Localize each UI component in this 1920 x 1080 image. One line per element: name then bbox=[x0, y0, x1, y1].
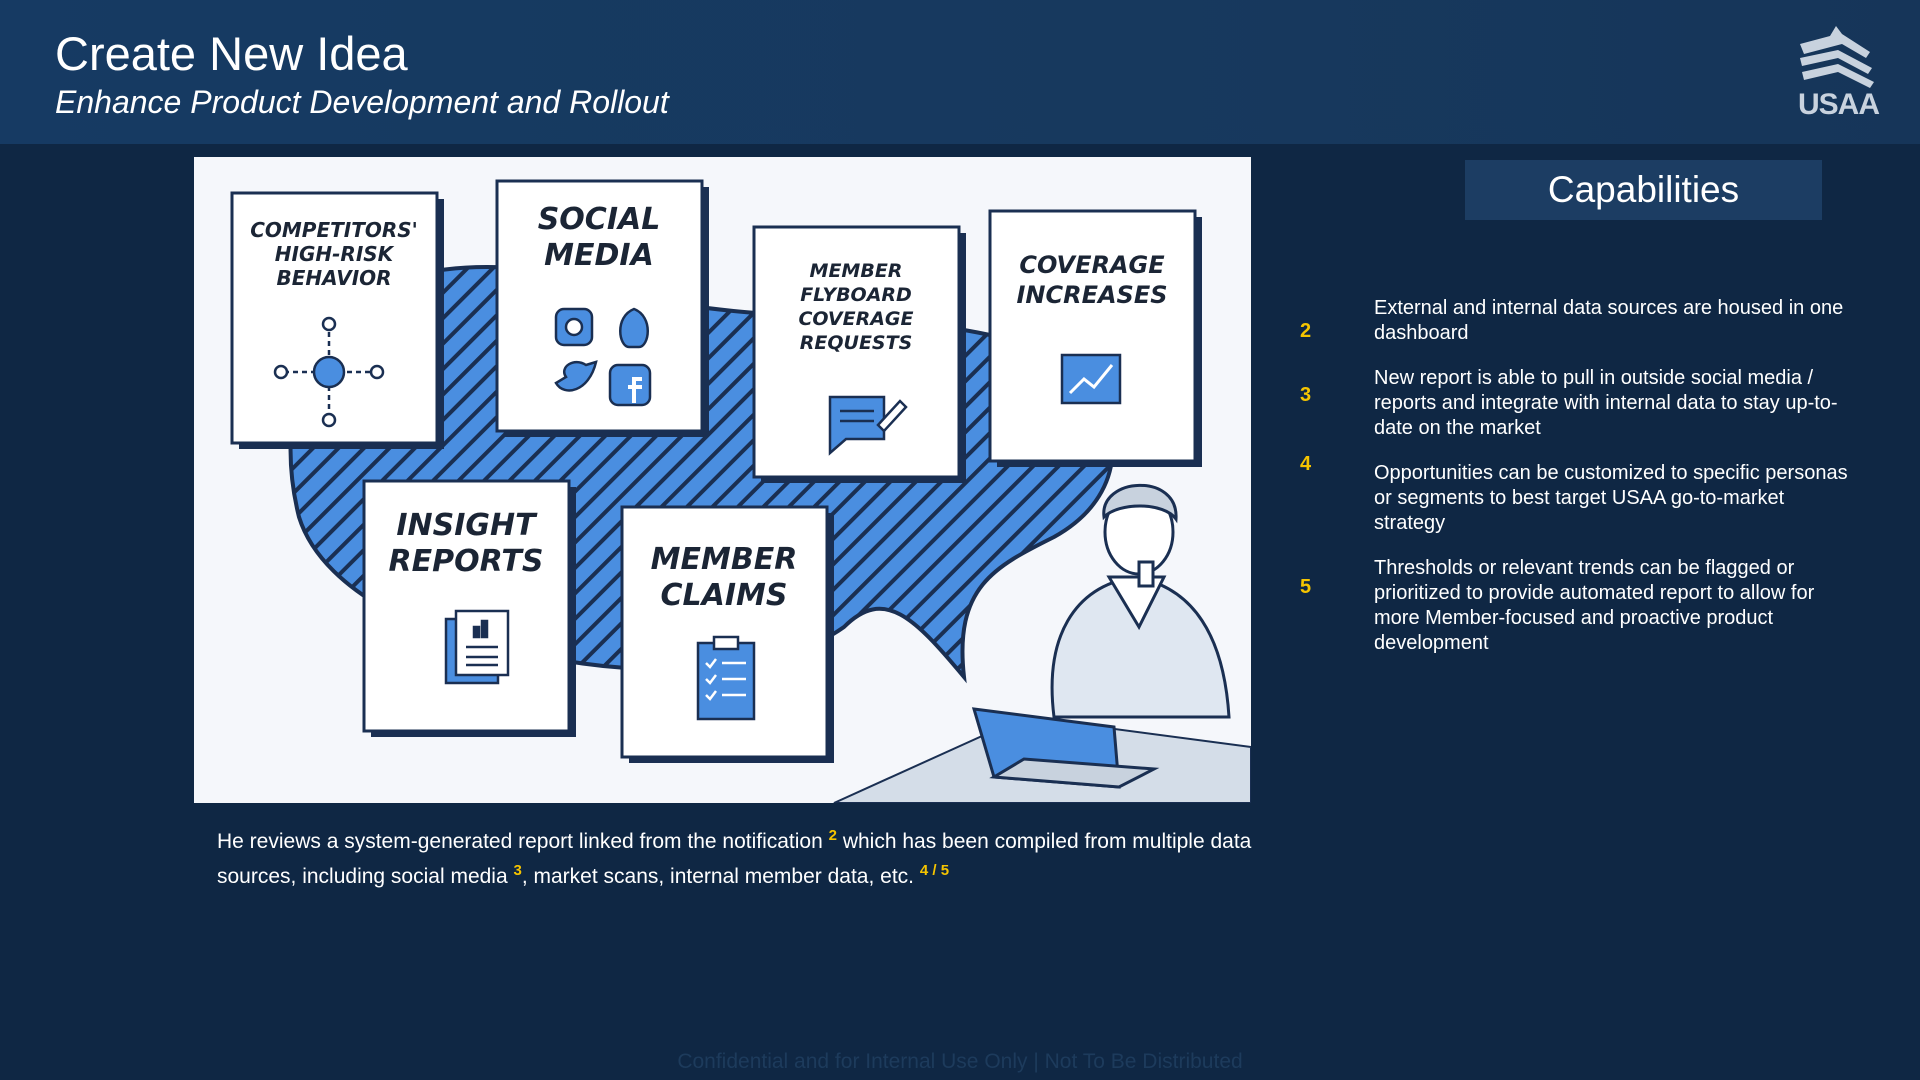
card-member-claims bbox=[622, 507, 834, 763]
capability-text: Thresholds or relevant trends can be flagged or prioritized to provide automated report to allow for more Member-focused and proactive product development bbox=[1374, 557, 1815, 654]
card-flyboard-line1: MEMBER bbox=[809, 260, 903, 282]
illustration-caption bbox=[217, 821, 1257, 891]
card-competitors bbox=[232, 193, 444, 449]
capability-text: External and internal data sources are housed in one dashboard bbox=[1374, 297, 1844, 344]
capability-number: 3 bbox=[1300, 384, 1312, 406]
capability-item bbox=[1300, 556, 1860, 656]
report-icon bbox=[446, 611, 508, 683]
illustration-svg bbox=[194, 157, 1251, 803]
card-coverage bbox=[990, 211, 1202, 467]
card-competitors-line1: COMPETITORS' bbox=[250, 218, 418, 242]
card-claims-line1: MEMBER bbox=[650, 542, 798, 577]
capability-item bbox=[1300, 296, 1860, 346]
card-competitors-line2: HIGH-RISK bbox=[274, 242, 394, 266]
caption-ref-2: 2 bbox=[828, 827, 837, 844]
caption-ref-4-5: 4 / 5 bbox=[919, 862, 950, 879]
card-insight-reports bbox=[364, 481, 576, 737]
capability-text: Opportunities can be customized to specific personas or segments to best target USAA go-to-market strategy bbox=[1374, 462, 1848, 534]
capability-number: 4 bbox=[1300, 453, 1312, 475]
card-competitors-line3: BEHAVIOR bbox=[276, 266, 392, 290]
ideas-illustration bbox=[194, 157, 1251, 803]
card-coverage-line2: INCREASES bbox=[1016, 281, 1168, 309]
card-flyboard-line2: FLYBOARD bbox=[800, 284, 912, 306]
header-bar bbox=[0, 0, 1920, 144]
capability-number: 2 bbox=[1300, 320, 1312, 342]
card-social-line2: MEDIA bbox=[544, 238, 654, 273]
card-insight-line2: REPORTS bbox=[388, 544, 544, 579]
confidential-footer: Confidential and for Internal Use Only | Not To Be Distributed bbox=[677, 1050, 1243, 1073]
caption-part1: He reviews a system-generated report linked from the notification bbox=[217, 830, 823, 853]
card-flyboard bbox=[754, 227, 966, 483]
card-coverage-line1: COVERAGE bbox=[1019, 251, 1165, 279]
card-social-line1: SOCIAL bbox=[537, 202, 661, 237]
snapchat-icon bbox=[620, 309, 648, 347]
capability-item bbox=[1300, 366, 1860, 441]
caption-part2: which has been compiled from multiple data sources, including social media bbox=[217, 830, 1252, 888]
page-title: Create New Idea bbox=[55, 27, 408, 80]
capabilities-list bbox=[1300, 296, 1860, 676]
card-insight-line1: INSIGHT bbox=[396, 508, 536, 543]
card-social-media bbox=[497, 181, 709, 437]
trend-chart-icon bbox=[1062, 355, 1120, 403]
capability-number: 5 bbox=[1300, 576, 1312, 598]
card-flyboard-line4: REQUESTS bbox=[799, 332, 913, 354]
caption-part3: , market scans, internal member data, etc. bbox=[521, 865, 915, 888]
capability-text: New report is able to pull in outside social media / reports and integrate with internal data to stay up-to-date on the market bbox=[1374, 367, 1838, 439]
card-flyboard-line3: COVERAGE bbox=[798, 308, 914, 330]
caption-ref-3: 3 bbox=[513, 862, 522, 879]
capability-item bbox=[1300, 453, 1860, 536]
card-claims-line2: CLAIMS bbox=[660, 578, 788, 613]
logo-text: USAA bbox=[1798, 88, 1880, 121]
capabilities-header: Capabilities bbox=[1465, 160, 1822, 220]
page-subtitle: Enhance Product Development and Rollout bbox=[55, 84, 669, 120]
clipboard-checklist-icon bbox=[698, 637, 754, 719]
